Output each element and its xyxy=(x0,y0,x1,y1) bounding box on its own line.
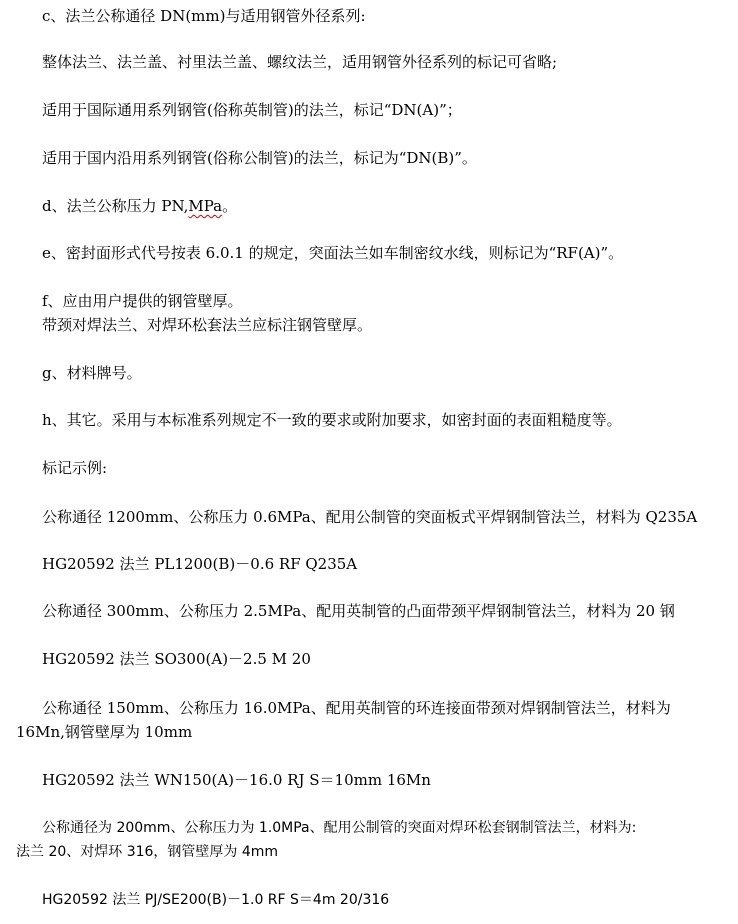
item-d-unit: MPa xyxy=(188,197,223,215)
item-d xyxy=(42,196,237,216)
example-4-code: HG20592 法兰 PJ/SE200(B)－1.0 RF S＝4m 20/316 xyxy=(42,892,390,908)
example-4-description-line-1: 公称通径为 200mm、公称压力为 1.0MPa、配用公制管的突面对焊环松套钢制管法兰，材料为: xyxy=(42,820,637,836)
item-g: g、材料牌号。 xyxy=(42,364,142,382)
example-1-code: HG20592 法兰 PL1200(B)－0.6 RF Q235A xyxy=(42,555,358,573)
item-d-end: 。 xyxy=(222,197,238,215)
example-1-description: 公称通径 1200mm、公称压力 0.6MPa、配用公制管的突面板式平焊钢制管法兰，材料为 Q235A xyxy=(42,508,698,526)
item-c-note-1: 整体法兰、法兰盖、衬里法兰盖、螺纹法兰，适用钢管外径系列的标记可省略; xyxy=(42,53,558,71)
item-h: h、其它。采用与本标准系列规定不一致的要求或附加要求，如密封面的表面粗糙度等。 xyxy=(42,411,622,429)
example-4-description-line-2: 法兰 20、对焊环 316，钢管壁厚为 4mm xyxy=(16,844,279,860)
example-2-code: HG20592 法兰 SO300(A)－2.5 M 20 xyxy=(42,650,311,668)
item-f-note: 带颈对焊法兰、对焊环松套法兰应标注钢管壁厚。 xyxy=(42,316,373,334)
example-2-description: 公称通径 300mm、公称压力 2.5MPa、配用英制管的凸面带颈平焊钢制管法兰，材料为 20 钢 xyxy=(42,602,675,620)
item-d-text: d、法兰公称压力 PN, xyxy=(42,197,189,215)
item-e: e、密封面形式代号按表 6.0.1 的规定，突面法兰如车制密纹水线，则标记为“RF(A)”。 xyxy=(42,244,624,262)
item-c: c、法兰公称通径 DN(mm)与适用钢管外径系列: xyxy=(42,7,366,25)
example-3-description-line-1: 公称通径 150mm、公称压力 16.0MPa、配用英制管的环连接面带颈对焊钢制管法兰，材料为 xyxy=(42,699,671,717)
example-3-description-line-2: 16Mn,钢管壁厚为 10mm xyxy=(16,723,193,741)
example-3-code: HG20592 法兰 WN150(A)－16.0 RJ S＝10mm 16Mn xyxy=(42,771,431,789)
example-heading: 标记示例: xyxy=(42,459,108,477)
item-f: f、应由用户提供的钢管壁厚。 xyxy=(42,292,243,310)
item-c-note-2: 适用于国际通用系列钢管(俗称英制管)的法兰，标记“DN(A)”； xyxy=(42,101,462,119)
item-c-note-3: 适用于国内沿用系列钢管(俗称公制管)的法兰，标记为“DN(B)”。 xyxy=(42,149,477,167)
